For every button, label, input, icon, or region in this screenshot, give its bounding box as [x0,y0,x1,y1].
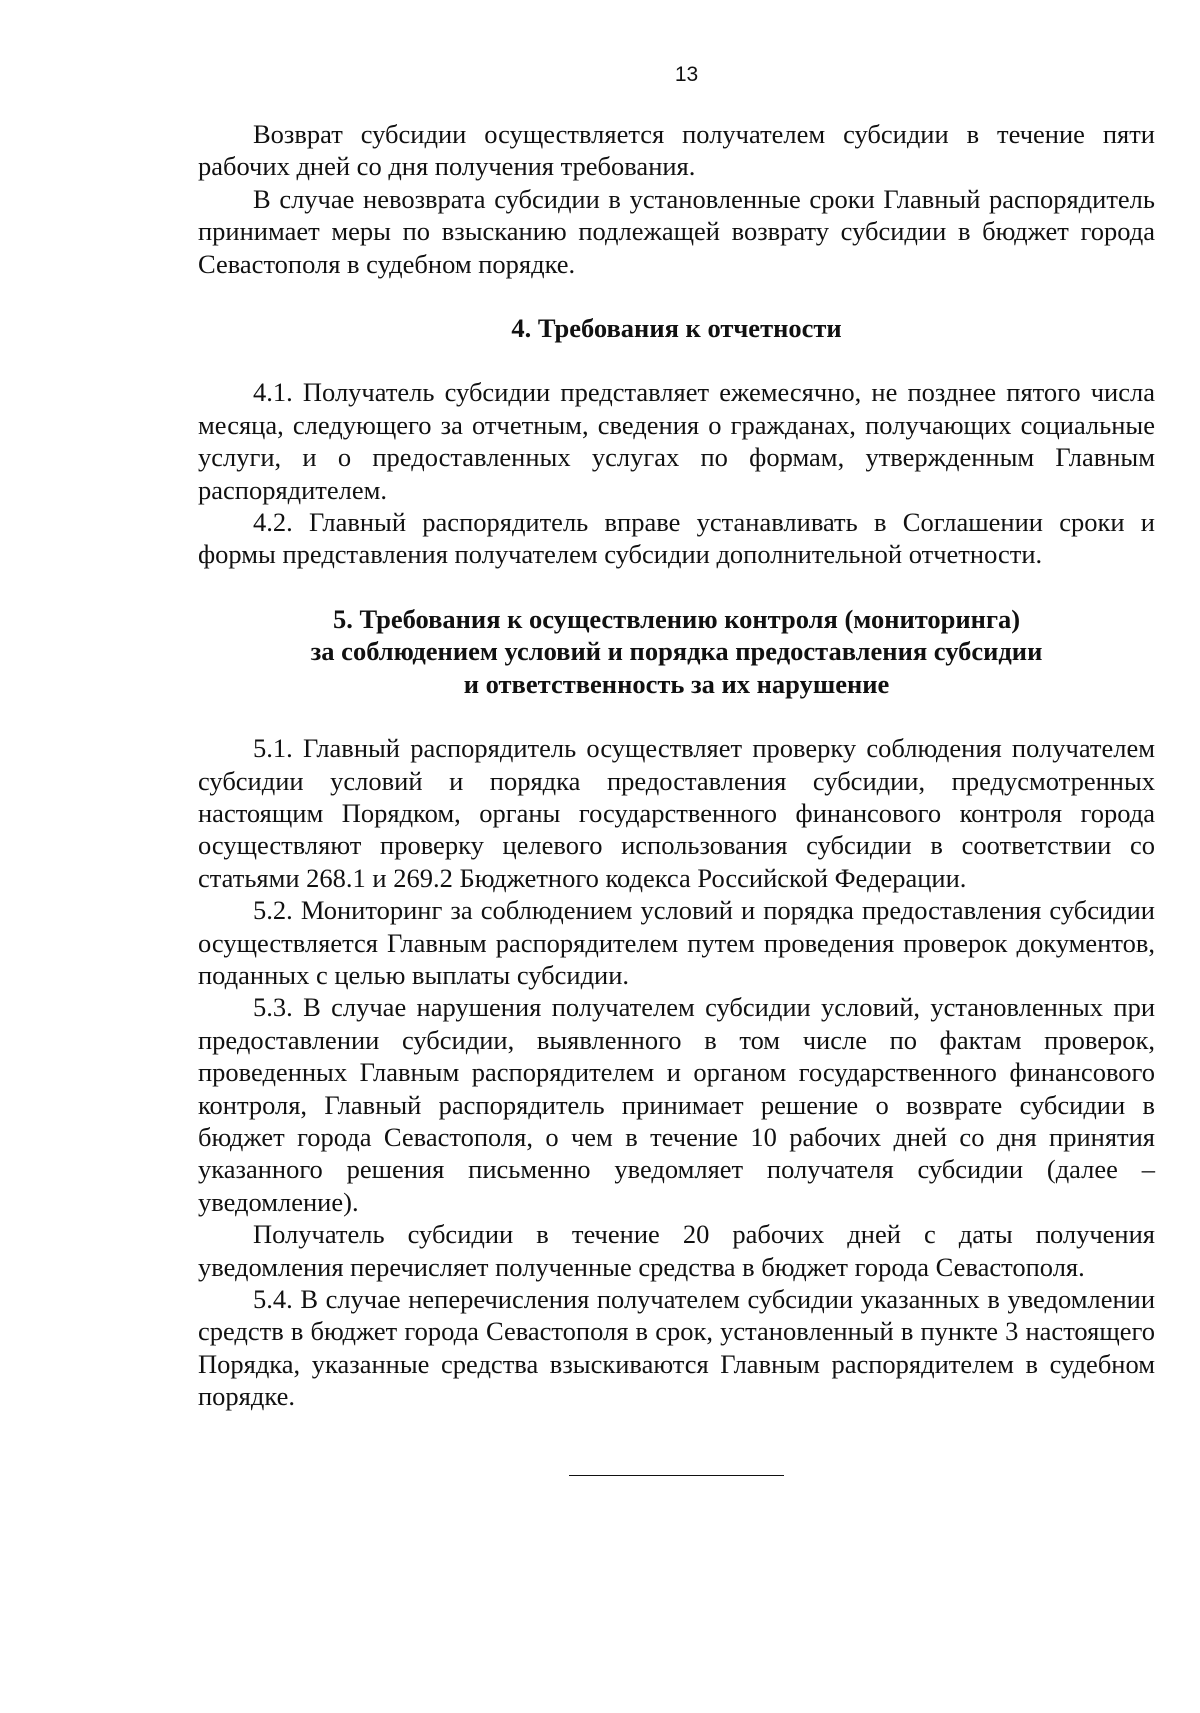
spacer [198,344,1155,376]
section-5-title [198,603,1155,700]
section-4-title: 4. Требования к отчетности [511,313,842,344]
paragraph-non-return: В случае невозврата субсидии в установленные сроки Главный распорядитель принимает меры по взысканию подлежащей возврату субсидии в бюджет города Севастополя в судебном порядке. [198,183,1155,279]
spacer [198,700,1155,732]
spacer [198,280,1155,312]
paragraph-5-2: 5.2. Мониторинг за соблюдением условий и порядка предоставления субсидии осуществляется Главным распорядителем путем проведения проверок документов, поданных с целью выплаты субсидии. [198,895,1155,990]
paragraph-subsidy-return: Возврат субсидии осуществляется получателем субсидии в течение пяти рабочих дней со дня получения требования. [198,119,1155,182]
section-5-title-line: и ответственность за их нарушение [463,668,890,699]
paragraph-4-1: 4.1. Получатель субсидии представляет ежемесячно, не позднее пятого числа месяца, следующего за отчетным, сведения о гражданах, получающих социальные услуги, и о предоставленных услугах по формам, утвержденным Главным распорядителем. [198,377,1155,505]
spacer [198,571,1155,603]
section-5-title-line: за соблюдением условий и порядка предоставления субсидии [310,636,1043,667]
section-5-title-line: 5. Требования к осуществлению контроля (мониторинга) [332,603,1021,634]
closing-divider-line [569,1475,784,1476]
paragraph-5-1: 5.1. Главный распорядитель осуществляет проверку соблюдения получателем субсидии условий и порядка предоставления субсидии, предусмотренных настоящим Порядком, органы государственного финансового контроля города осуществляют проверку целевого использования субсидии в соответствии со статьями 268.1 и 269.2 Бюджетного кодекса Российской Федерации. [198,733,1155,893]
paragraph-5-3: 5.3. В случае нарушения получателем субсидии условий, установленных при предоставлении субсидии, выявленного в том числе по фактам проверок, проведенных Главным распорядителем и органом государственного финансового контроля, Главный распорядитель принимает решение о возврате субсидии в бюджет города Севастополя, о чем в течение 10 рабочих дней со дня принятия указанного решения письменно уведомляет получателя субсидии (далее – уведомление). [198,992,1155,1217]
paragraph-5-4: 5.4. В случае неперечисления получателем субсидии указанных в уведомлении средств в бюджет города Севастополя в срок, установленный в пункте 3 настоящего Порядка, указанные средства взыскиваются Главным распорядителем в судебном порядке. [198,1284,1155,1412]
page-number: 13 [674,63,699,86]
paragraph-4-2: 4.2. Главный распорядитель вправе устанавливать в Соглашении сроки и формы представления получателем субсидии дополнительной отчетности. [198,507,1155,570]
paragraph-5-3-continued: Получатель субсидии в течение 20 рабочих дней с даты получения уведомления перечисляет полученные средства в бюджет города Севастополя. [198,1219,1155,1282]
